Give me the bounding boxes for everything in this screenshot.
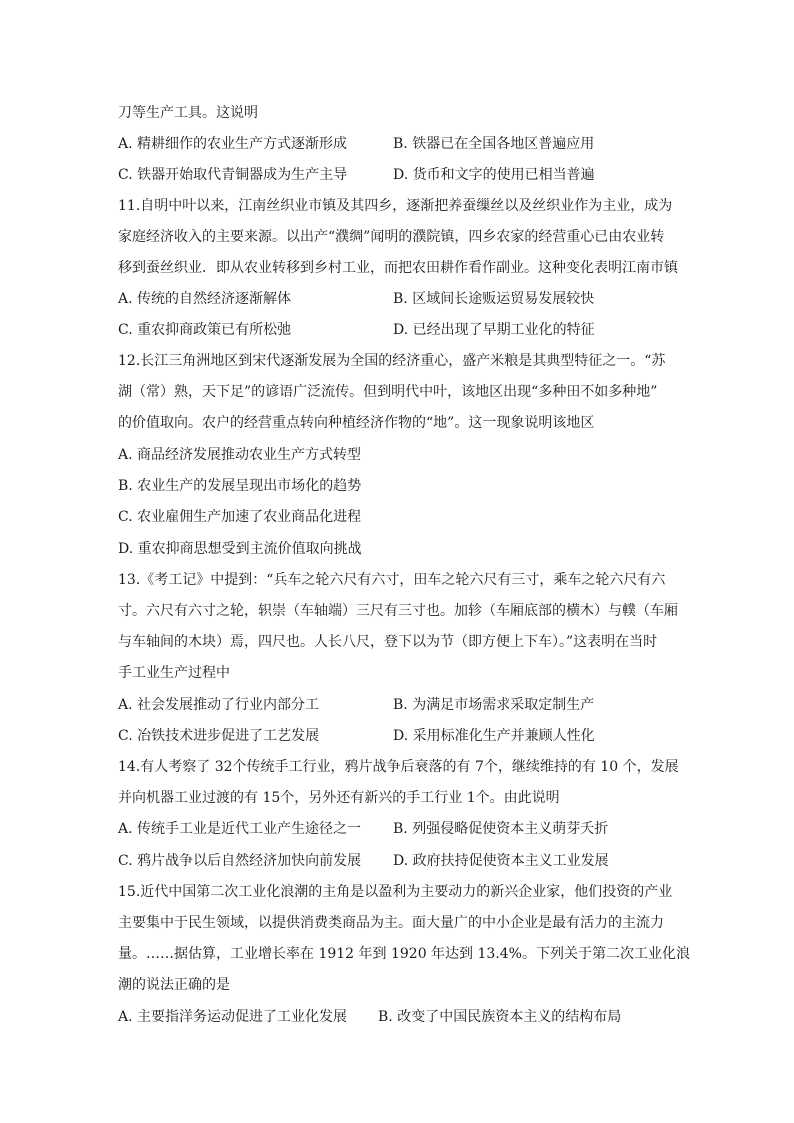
q12-option-a: A. 商品经济发展推动农业生产方式转型 — [118, 447, 362, 463]
q12-stem-line: 12.长江三角洲地区到宋代逐渐发展为全国的经济重心，盛产米粮是其典型特征之一。“苏 — [118, 353, 666, 369]
q13-stem-line: 与车轴间的木块）焉，四尺也。人长八尺，登下以为节（即方便上下车）。”这表明在当时 — [118, 634, 658, 650]
q15-option-a: A. 主要指洋务运动促进了工业化发展 — [118, 1009, 348, 1025]
question-10-stem-tail: 刀等生产工具。这说明 — [118, 105, 258, 121]
q12-stem-line: 湖（常）熟，天下足”的谚语广泛流传。但到明代中叶，该地区出现“多种田不如多种地” — [118, 384, 658, 400]
q14-stem-line: 并向机器工业过渡的有 15个，另外还有新兴的手工行业 1个。由此说明 — [118, 790, 560, 806]
q11-option-c: C. 重农抑商政策已有所松弛 — [118, 322, 292, 338]
q13-stem-line: 手工业生产过程中 — [118, 665, 230, 681]
q13-option-b: B. 为满足市场需求采取定制生产 — [393, 697, 595, 713]
q12-option-b: B. 农业生产的发展呈现出市场化的趋势 — [118, 478, 362, 494]
q11-option-d: D. 已经出现了早期工业化的特征 — [393, 322, 595, 338]
q15-stem-line: 主要集中于民生领域，以提供消费类商品为主。面大量广的中小企业是最有活力的主流力 — [118, 915, 664, 931]
q15-stem-line: 量。……据估算，工业增长率在 1912 年到 1920 年达到 13.4%。下列关于第二次工业化浪 — [118, 946, 690, 962]
q11-stem-line: 11.自明中叶以来，江南丝织业市镇及其四乡，逐渐把养蚕缫丝以及丝织业作为主业，成为 — [118, 198, 673, 214]
q12-option-c: C. 农业雇佣生产加速了农业商品化进程 — [118, 509, 362, 525]
q10-option-a: A. 精耕细作的农业生产方式逐渐形成 — [118, 136, 348, 152]
q12-option-d: D. 重农抑商思想受到主流价值取向挑战 — [118, 541, 362, 557]
q15-stem-line: 潮的说法正确的是 — [118, 977, 230, 993]
q13-option-c: C. 冶铁技术进步促进了工艺发展 — [118, 728, 320, 744]
q15-option-b: B. 改变了中国民族资本主义的结构布局 — [378, 1009, 622, 1025]
q12-stem-line: 的价值取向。农户的经营重点转向种植经济作物的“地”。这一现象说明该地区 — [118, 415, 595, 431]
q13-stem-line: 13.《考工记》中提到：“兵车之轮六尺有六寸，田车之轮六尺有三寸，乘车之轮六尺有六 — [118, 572, 666, 588]
q13-option-d: D. 采用标准化生产并兼顾人性化 — [393, 728, 595, 744]
q10-option-b: B. 铁器已在全国各地区普遍应用 — [393, 136, 595, 152]
q11-option-b: B. 区域间长途贩运贸易发展较快 — [393, 291, 595, 307]
q14-option-b: B. 列强侵略促使资本主义萌芽夭折 — [393, 821, 609, 837]
q14-option-c: C. 鸦片战争以后自然经济加快向前发展 — [118, 853, 362, 869]
q10-option-d: D. 货币和文字的使用已相当普遍 — [393, 167, 595, 183]
q14-stem-line: 14.有人考察了 32个传统手工行业，鸦片战争后衰落的有 7个，继续维持的有 10 个，发展 — [118, 759, 679, 775]
q13-option-a: A. 社会发展推动了行业内部分工 — [118, 697, 320, 713]
q14-option-d: D. 政府扶持促使资本主义工业发展 — [393, 853, 609, 869]
q10-option-c: C. 铁器开始取代青铜器成为生产主导 — [118, 167, 348, 183]
q11-option-a: A. 传统的自然经济逐渐解体 — [118, 291, 292, 307]
q14-option-a: A. 传统手工业是近代工业产生途径之一 — [118, 821, 362, 837]
q13-stem-line: 寸。六尺有六寸之轮，轵崇（车轴端）三尺有三寸也。加轸（车厢底部的横木）与轐（车厢 — [118, 603, 678, 619]
q11-stem-line: 移到蚕丝织业．即从农业转移到乡村工业，而把农田耕作看作副业。这种变化表明江南市镇 — [118, 260, 678, 276]
q11-stem-line: 家庭经济收入的主要来源。以出产“濮绸”闻明的濮院镇，四乡农家的经营重心已由农业转 — [118, 229, 665, 245]
q15-stem-line: 15.近代中国第二次工业化浪潮的主角是以盈利为主要动力的新兴企业家，他们投资的产业 — [118, 884, 673, 900]
